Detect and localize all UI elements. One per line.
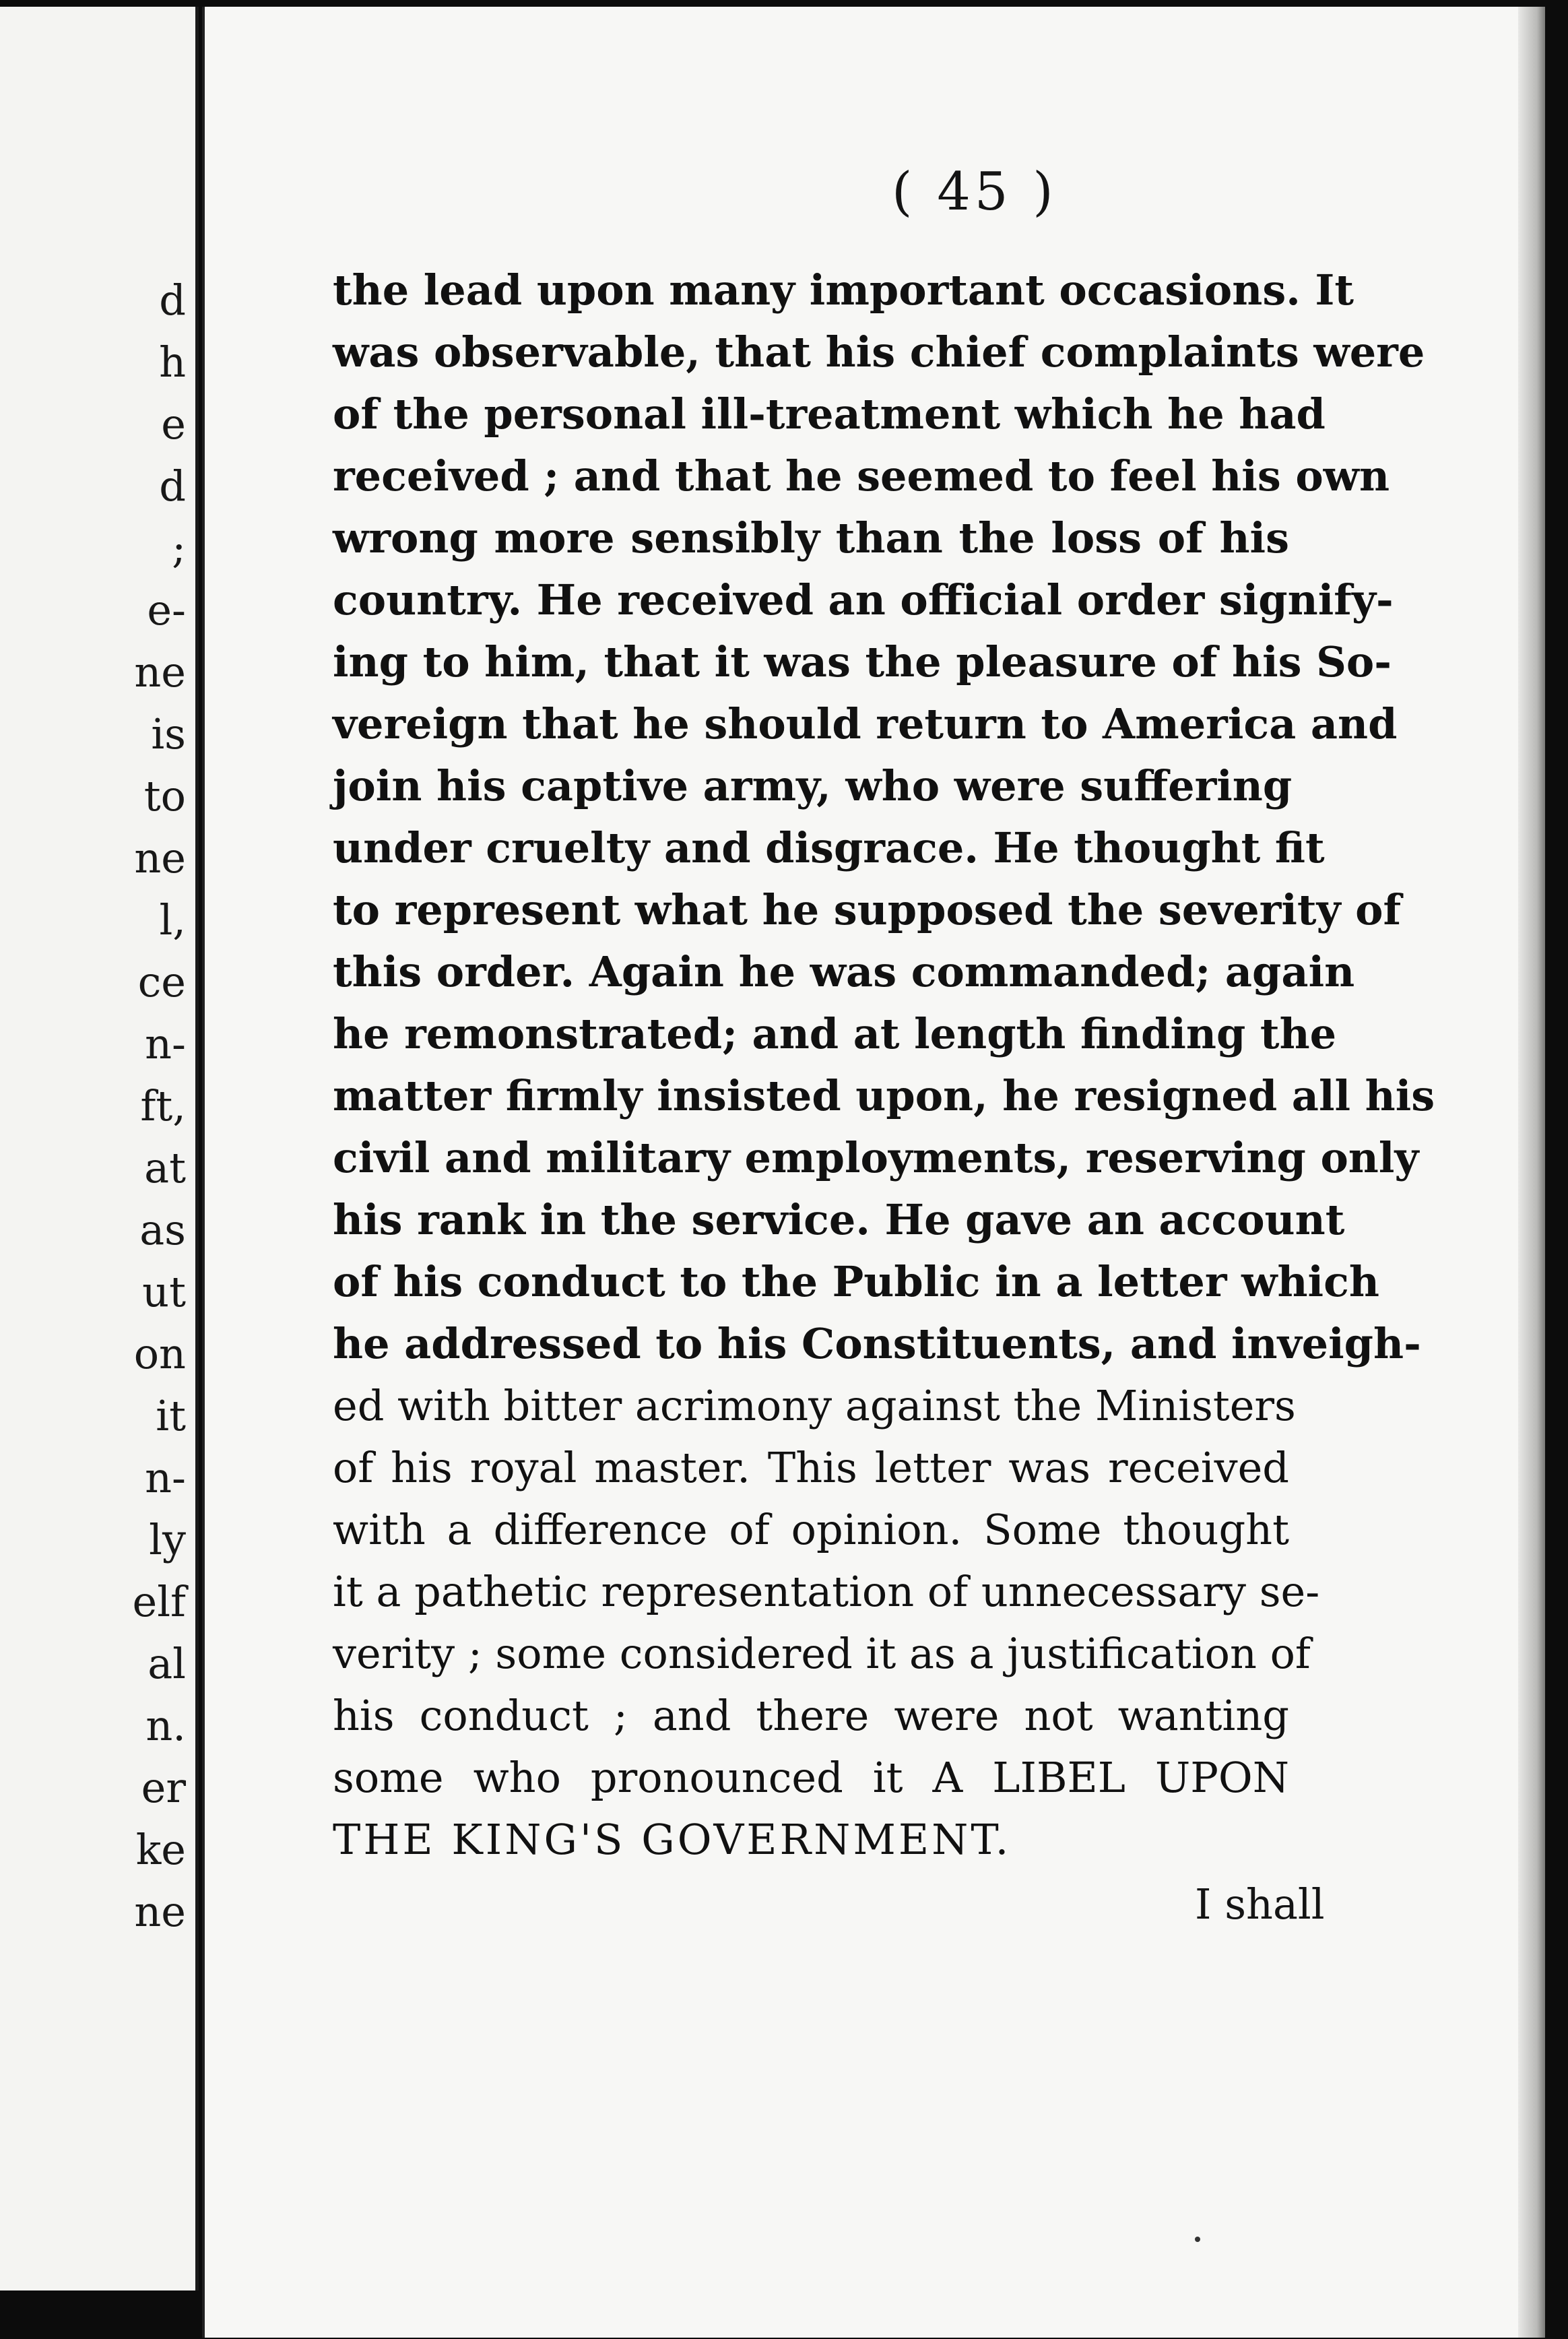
facing-page-fragment: ke — [135, 1825, 186, 1874]
text-line: this order. Again he was commanded; again — [333, 947, 1355, 996]
text-line: some who pronounced it A LIBEL UPON — [333, 1753, 1289, 1802]
facing-page-fragment: d — [159, 276, 186, 325]
body-text — [333, 259, 1435, 1871]
text-line: country. He received an official order signify- — [333, 575, 1394, 624]
text-line: with a difference of opinion. Some thought — [333, 1505, 1289, 1554]
text-line: ing to him, that it was the pleasure of his So- — [333, 637, 1392, 686]
facing-page-fragment: elf — [132, 1577, 186, 1626]
facing-page-fragment: ly — [149, 1515, 186, 1564]
text-line: verity ; some considered it as a justification of — [333, 1629, 1311, 1678]
facing-page-text-fragments — [0, 269, 195, 1943]
facing-page-fragment: ft, — [140, 1081, 186, 1130]
facing-page-fragment: at — [144, 1143, 186, 1192]
text-line: of the personal ill-treatment which he had — [333, 389, 1326, 439]
facing-page-fragment: er — [141, 1763, 186, 1812]
facing-page-fragment: ut — [142, 1267, 186, 1316]
page-number: ( 45 ) — [892, 162, 1057, 222]
facing-page-fragment: ce — [137, 957, 186, 1006]
facing-page-fragment: e — [161, 399, 186, 449]
facing-page-fragment: d — [159, 461, 186, 511]
facing-page-fragment: n- — [145, 1019, 186, 1068]
book-page — [202, 7, 1545, 2338]
facing-page-fragment: l, — [159, 895, 186, 944]
text-line: he remonstrated; and at length finding the — [333, 1009, 1337, 1058]
catchword: I shall — [1195, 1880, 1325, 1929]
text-line: he addressed to his Constituents, and inveigh- — [333, 1319, 1421, 1368]
paper-speck — [1195, 2237, 1200, 2242]
text-line: received ; and that he seemed to feel his own — [333, 451, 1390, 501]
facing-page-fragment: al — [148, 1639, 186, 1688]
facing-page-fragment: as — [139, 1205, 186, 1254]
text-line: his rank in the service. He gave an account — [333, 1195, 1345, 1244]
facing-page-fragment: on — [133, 1329, 186, 1378]
facing-page-fragment: ; — [172, 523, 186, 573]
facing-page-fragment: n. — [145, 1701, 186, 1750]
facing-page-fragment: ne — [134, 833, 186, 883]
text-line: ed with bitter acrimony against the Ministers — [333, 1381, 1296, 1430]
last-line: THE KING'S GOVERNMENT. — [333, 1815, 1012, 1864]
text-line: it a pathetic representation of unnecessary se- — [333, 1567, 1320, 1616]
facing-page-fragment: h — [159, 338, 186, 387]
text-line: was observable, that his chief complaints were — [333, 327, 1425, 377]
facing-page — [0, 7, 199, 2290]
text-line: civil and military employments, reserving only — [333, 1133, 1419, 1182]
text-line: his conduct ; and there were not wanting — [333, 1691, 1289, 1740]
text-line: to represent what he supposed the severity of — [333, 885, 1402, 934]
facing-page-fragment: to — [143, 771, 186, 821]
text-line: wrong more sensibly than the loss of his — [333, 513, 1289, 563]
facing-page-fragment: e- — [147, 585, 186, 635]
facing-page-fragment: n- — [145, 1453, 186, 1502]
facing-page-fragment: it — [156, 1391, 186, 1440]
facing-page-fragment: ne — [134, 1887, 186, 1936]
text-line: of his conduct to the Public in a letter which — [333, 1257, 1379, 1306]
text-line: matter firmly insisted upon, he resigned all his — [333, 1071, 1435, 1120]
text-line: of his royal master. This letter was received — [333, 1443, 1289, 1492]
text-line: under cruelty and disgrace. He thought fit — [333, 823, 1325, 872]
facing-page-fragment: is — [151, 709, 186, 759]
text-line: join his captive army, who were suffering — [333, 761, 1293, 810]
text-line: the lead upon many important occasions. It — [333, 265, 1354, 315]
facing-page-fragment: ne — [134, 647, 186, 697]
text-line: vereign that he should return to America and — [333, 699, 1398, 748]
